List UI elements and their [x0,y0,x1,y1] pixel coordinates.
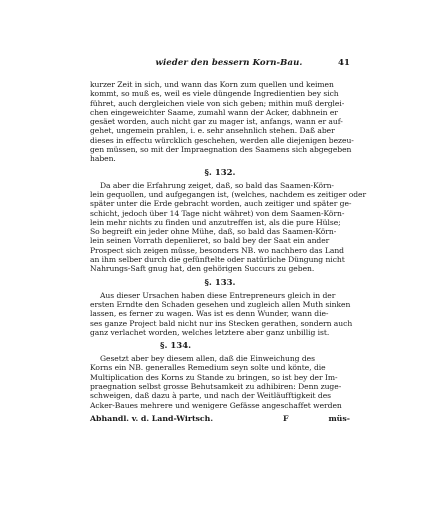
section-heading-134: §. 134. [160,341,192,352]
text-line: Aus dieser Ursachen haben diese Entrepreneurs gleich in der [100,290,336,300]
text-line: an ihm selber durch die gefünftelte oder natürliche Düngung nicht [90,255,345,265]
text-line: lein mehr nichts zu finden und anzutreffen ist, als die pure Hülse; [90,217,341,227]
page-footer [90,414,350,423]
text-line: Prospect sich zeigen müsse, besonders NB. wo nachhero das Land [90,245,344,255]
text-line: lein gequollen, und aufgegangen ist, (welches, nachdem es zeitiger oder [90,189,367,199]
text-line: Gesetzt aber bey diesem allen, daß die Einweichung des [100,354,315,364]
running-title: wieder den bessern Korn-Bau. [155,58,303,68]
running-header [90,58,350,68]
text-line: gehet, ungemein prahlen, i. e. sehr ansehnlich stehen. Daß aber [90,126,335,136]
footer-signature: Abhandl. v. d. Land-Wirtsch. [90,413,214,423]
section-heading-132: §. 132. [204,167,236,178]
text-line: Acker-Baues mehrere und wenigere Gefässe angeschaffet werden [90,400,342,410]
paragraph-133 [90,290,353,337]
text-block [90,58,367,423]
text-line: ses ganze Project bald nicht nur ins Stecken gerathen, sondern auch [90,318,353,328]
text-line: praegnation selbst grosse Behutsamkeit zu adhibiren: Denn zuge- [90,382,342,392]
text-line: lein seinen Vorrath depenlieret, so bald bey der Saat ein ander [90,236,330,246]
text-line: lassen, es ferner zu wagen. Was ist es denn Wunder, wann die- [90,309,329,319]
text-line: gen müssen, so mit der Impraegnation des Saamens sich abgegeben [90,145,352,155]
text-line: ganz verlachet worden, welches letztere aber ganz unbillig ist. [90,327,330,337]
text-line: ersten Erndte den Schaden gesehen und zugleich allen Muth sinken [90,299,351,309]
text-line: schicht, jedoch über 14 Tage nicht währet) von dem Saamen-Körn- [90,208,345,218]
paragraph-134 [90,354,350,410]
paragraph-intro [90,80,354,164]
catchword: müs- [328,413,350,423]
section-heading-133: §. 133. [204,277,236,288]
page-number: 41 [337,58,350,68]
text-line: gesäet worden, auch nicht gar zu mager ist, anfangs, wann er auf- [90,117,343,127]
text-line: Nahrungs-Saft gnug hat, den gehörigen Succurs zu geben. [90,264,315,274]
text-line: Multiplication des Korns zu Stande zu bringen, so ist bey der Im- [90,372,338,382]
text-line: kurzer Zeit in sich, und wann das Korn zum quellen und keimen [90,80,334,89]
signature-mark: F [282,413,289,423]
text-line: So begreift ein jeder ohne Mühe, daß, so bald das Saamen-Körn- [90,227,337,237]
text-line: führet, auch dergleichen viele von sich geben; mithin muß derglei- [90,98,345,108]
text-line: kommt, so muß es, weil es viele düngende Ingredientien bey sich [90,89,339,99]
text-line: chen eingeweichter Saame, zumahl wann der Acker, dabhnein er [90,107,338,117]
text-line: Da aber die Erfahrung zeiget, daß, so bald das Saamen-Körn- [100,180,334,190]
paragraph-132 [90,180,367,274]
text-line: später unter die Erde gebracht worden, auch zeitiger und später ge- [90,199,352,209]
text-line: Korns ein NB. generalles Remedium seyn solte und könte, die [90,363,326,373]
text-line: schweigen, daß dazu à parte, und nach der Weitläufftigkeit des [90,391,331,401]
text-line: haben. [90,154,116,164]
text-line: dieses in effectu würcklich geschehen, werden alle diejenigen bezeu- [90,135,354,145]
